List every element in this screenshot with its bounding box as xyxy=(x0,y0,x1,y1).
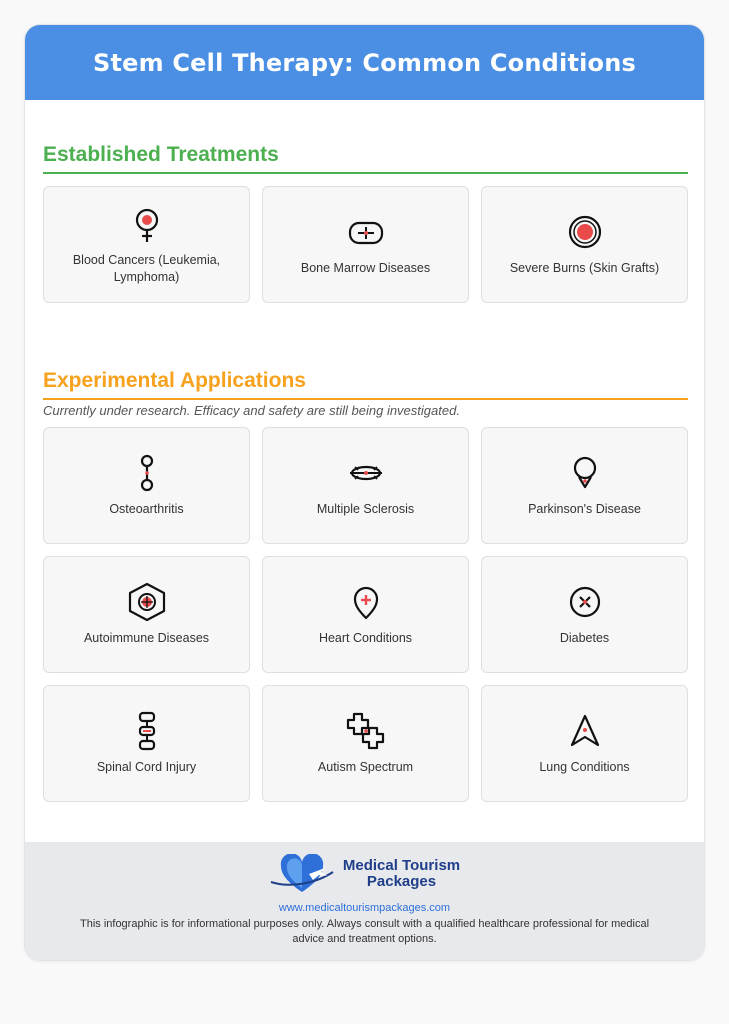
footer xyxy=(25,842,704,960)
established-section xyxy=(43,143,688,303)
tile-autoimmune[interactable] xyxy=(43,556,250,673)
tile-label: Blood Cancers (Leukemia, Lymphoma) xyxy=(72,253,221,284)
eye-icon xyxy=(346,453,386,493)
page-title: Stem Cell Therapy: Common Conditions xyxy=(92,48,637,77)
brand-logo[interactable] xyxy=(269,854,460,894)
experimental-grid xyxy=(43,427,688,802)
puzzle-icon xyxy=(346,711,386,751)
brand-line-1: Medical Tourism xyxy=(342,856,461,874)
tile-spinal-cord[interactable] xyxy=(43,685,250,802)
tile-label: Parkinson's Disease xyxy=(528,502,641,517)
tile-label: Autism Spectrum xyxy=(317,760,414,775)
burn-target-icon xyxy=(565,212,605,252)
established-heading: Established Treatments xyxy=(43,143,688,174)
female-symbol-icon xyxy=(127,204,167,244)
tile-label: Lung Conditions xyxy=(539,760,630,775)
tile-osteoarthritis[interactable] xyxy=(43,427,250,544)
heart-plane-logo-icon xyxy=(269,854,335,894)
tile-label: Autoimmune Diseases xyxy=(83,631,210,646)
tile-blood-cancers[interactable] xyxy=(43,186,250,303)
tile-label: Diabetes xyxy=(559,631,610,646)
tile-lung-conditions[interactable] xyxy=(481,685,688,802)
established-grid xyxy=(43,186,688,303)
disclaimer-text: This infographic is for informational purposes only. Always consult with a qualified healthcare professional for medical advice and treatment options. xyxy=(79,918,650,945)
tile-heart-conditions[interactable] xyxy=(262,556,469,673)
tile-diabetes[interactable] xyxy=(481,556,688,673)
joint-icon xyxy=(127,453,167,493)
tile-severe-burns[interactable] xyxy=(481,186,688,303)
tile-label: Heart Conditions xyxy=(318,631,413,646)
spine-icon xyxy=(127,711,167,751)
heart-pin-icon xyxy=(346,582,386,622)
tile-label: Severe Burns (Skin Grafts) xyxy=(509,261,660,276)
cross-circle-icon xyxy=(565,582,605,622)
hexagon-shield-icon xyxy=(127,582,167,622)
tile-bone-marrow[interactable] xyxy=(262,186,469,303)
tile-parkinsons[interactable] xyxy=(481,427,688,544)
infographic-card xyxy=(24,24,705,961)
experimental-note: Currently under research. Efficacy and safety are still being investigated. xyxy=(43,403,460,418)
tile-autism[interactable] xyxy=(262,685,469,802)
bone-marrow-icon xyxy=(346,212,386,252)
brain-pin-icon xyxy=(565,453,605,493)
brand-name xyxy=(343,858,460,891)
experimental-heading: Experimental Applications xyxy=(43,369,688,400)
website-link[interactable]: www.medicaltourismpackages.com xyxy=(278,902,451,914)
tile-label: Bone Marrow Diseases xyxy=(300,261,431,276)
tile-label: Osteoarthritis xyxy=(109,502,184,517)
experimental-section xyxy=(43,369,688,802)
page-title-banner xyxy=(25,25,704,100)
tile-label: Spinal Cord Injury xyxy=(96,760,197,775)
triangle-icon xyxy=(565,711,605,751)
brand-line-2: Packages xyxy=(366,873,437,890)
tile-label: Multiple Sclerosis xyxy=(316,502,415,517)
tile-multiple-sclerosis[interactable] xyxy=(262,427,469,544)
